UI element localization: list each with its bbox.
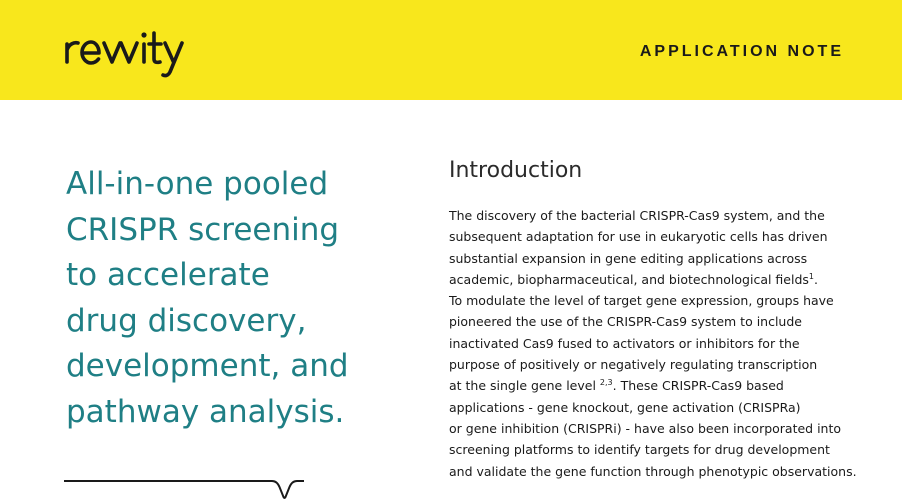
body-line: substantial expansion in gene editing applications across [449,250,808,266]
body-line: To modulate the level of target gene expression, groups have [449,293,834,309]
title-line: development, and [66,348,349,384]
introduction-heading: Introduction [449,158,583,183]
citation-superscript: 1 [808,271,815,281]
body-line: or gene inhibition (CRISPRi) - have also been incorporated into [449,420,842,436]
body-line: screening platforms to identify targets for drug development [449,442,830,458]
decorative-rule [64,476,304,500]
body-line: at the single gene level $^{2,3}$. These CRISPR-Cas9 based [449,378,784,394]
introduction-body [449,205,879,482]
body-line: purpose of positively or negatively regulating transcription [449,357,818,373]
body-line: and validate the gene function through phenotypic observations. [449,463,857,479]
title-line: to accelerate [66,257,270,293]
citation-superscript: 2,3 [599,378,613,388]
body-line: subsequent adaptation for use in eukaryotic cells has driven [449,229,828,245]
title-line: All-in-one pooled [66,166,329,202]
document-type-label: APPLICATION NOTE [639,43,844,60]
body-line: applications - gene knockout, gene activation (CRISPRa) [449,399,801,415]
body-line: pioneered the use of the CRISPR-Cas9 system to include [449,314,802,330]
header-banner [0,0,902,100]
title-line: pathway analysis. [66,393,345,430]
body-line: academic, biopharmaceutical, and biotechnological fields$^1$. [449,271,818,287]
title-line: drug discovery, [66,302,307,339]
body-line: The discovery of the bacterial CRISPR-Cas9 system, and the [449,208,825,223]
page-title [66,162,386,435]
body-line: inactivated Cas9 fused to activators or inhibitors for the [449,335,800,351]
revvity-logo [64,24,214,78]
title-line: CRISPR screening [66,211,340,248]
